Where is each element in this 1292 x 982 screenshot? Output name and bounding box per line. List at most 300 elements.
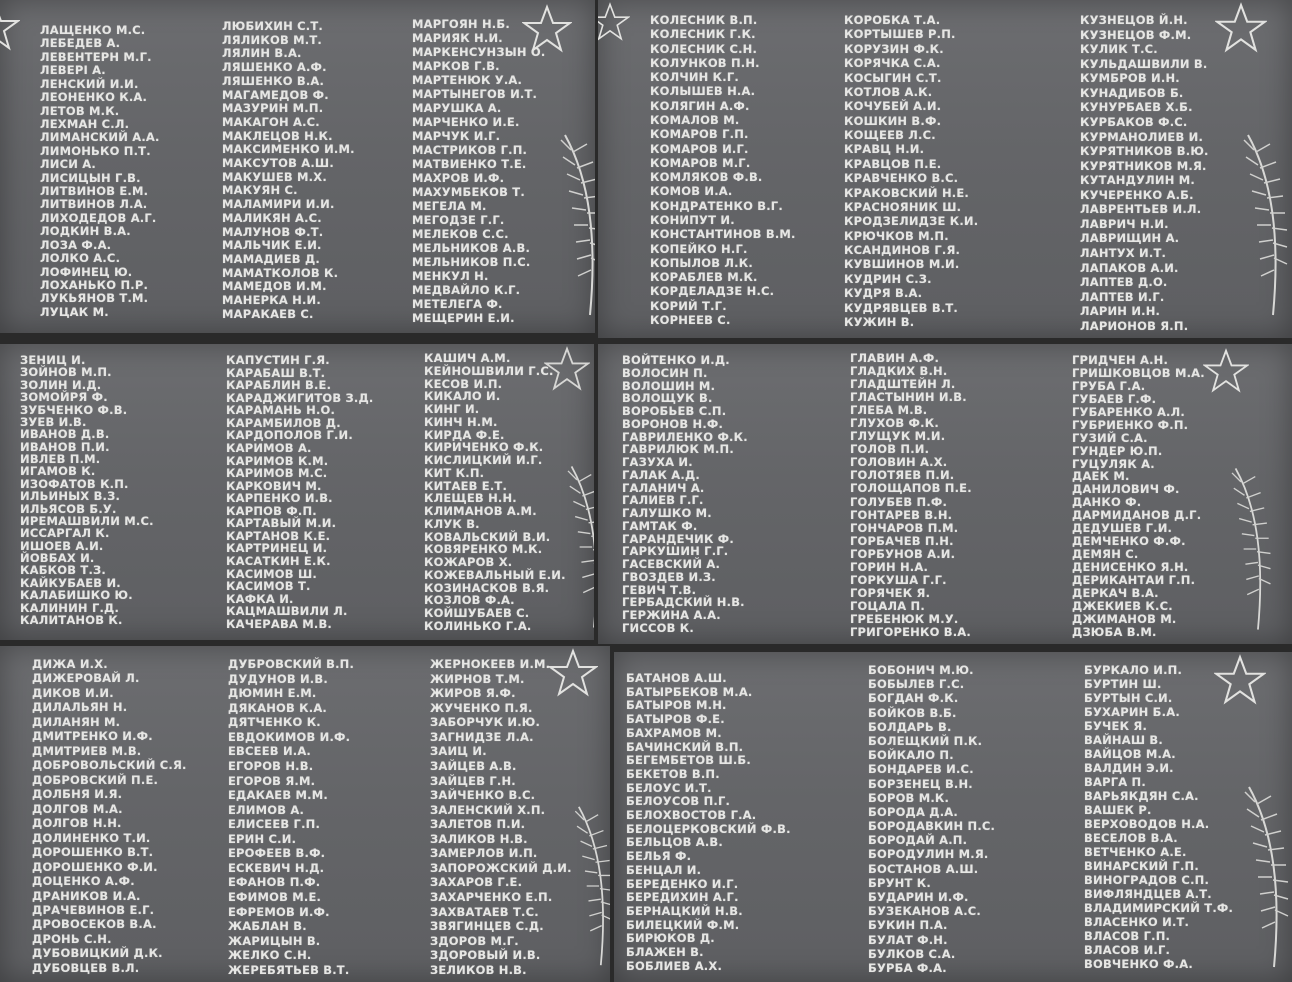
engraved-name: ЛИСИ А. [40,157,96,172]
engraved-name: ДАНИЛОВИЧ Ф. [1072,482,1180,497]
engraved-name: ЕДАКАЕВ М.М. [228,788,328,803]
engraved-name: КОПЕЙКО Н.Г. [650,241,748,256]
engraved-name: КАРАБАШ В.Т. [226,365,326,380]
engraved-name: КОЗИНАСКОВ В.Я. [424,580,550,595]
engraved-name: ГУЗИЙ С.А. [1072,430,1148,445]
engraved-name: КАРИМОВ К.М. [226,453,329,468]
engraved-name: КОЛЫШЕВ Н.А. [650,84,756,99]
names-column [228,658,354,976]
engraved-name: КЛУК В. [424,516,480,531]
engraved-name: МАЗУРИН М.П. [222,101,324,116]
engraved-name: КОЛЕСНИК Г.К. [650,27,756,42]
engraved-name: ИССАРГАЛ К. [20,526,110,541]
engraved-name: ВАРГА П. [1084,775,1146,789]
engraved-name: ЗУЕВ И.В. [20,414,87,429]
engraved-name: ГВОЗДЕВ И.З. [622,569,716,584]
laurel-branch-icon [1239,782,1289,972]
engraved-name: КРОДЗЕЛИДЗЕ К.И. [844,214,979,229]
engraved-name: ВАЙЦОВ М.А. [1084,747,1176,761]
engraved-name: ГУНДЕР Ю.П. [1072,443,1163,458]
names-column [222,20,355,320]
engraved-name: ГАЛАК А.Д. [622,467,700,482]
engraved-name: ГАВРИЛЮК М.П. [622,442,734,457]
engraved-name: МАРКОВ Г.В. [412,59,500,73]
engraved-name: ВИНАРСКИЙ Г.П. [1084,859,1199,873]
engraved-name: КУРЯТНИКОВ М.Я. [1080,158,1207,173]
engraved-name: КУМБРОВ И.Н. [1080,71,1180,86]
engraved-name: БОРОВ М.К. [868,790,950,805]
engraved-name: БАТЫРОВ Ф.Е. [626,712,725,727]
engraved-name: БЕЛЬЯ Ф. [626,849,692,864]
engraved-name: ИВАНОВ П.И. [20,439,110,454]
engraved-name: КУНАДИБОВ Б. [1080,85,1184,100]
engraved-name: КЛЕЩЕВ Н.Н. [424,491,517,506]
engraved-name: КОТЛОВ А.К. [844,84,933,99]
engraved-name: БУРБА Ф.А. [868,960,947,975]
engraved-name: ЛЯЛИКОВ М.Т. [222,32,322,47]
engraved-name: ДЖИМАНОВ М. [1072,611,1177,626]
engraved-name: ГАСЕВСКИЙ А. [622,557,721,571]
engraved-name: БИРЮКОВ Д. [626,931,715,946]
engraved-name: ЕГОРОВ Н.В. [228,758,314,773]
engraved-name: КАСИМОВ Т. [226,579,311,594]
engraved-name: ЛАВРЕНТЬЕВ И.Л. [1080,202,1202,217]
engraved-name: ЛЯШЕНКО А.Ф. [222,60,327,75]
engraved-name: ГЛУХОВ Ф.К. [850,416,939,431]
star-icon [598,2,630,42]
engraved-name: ВЛАСОВ Г.П. [1084,929,1171,943]
engraved-name: ДЯКАНОВ К.А. [228,700,328,715]
engraved-name: ИЗОФАТОВ К.П. [20,476,129,491]
engraved-name: ЛИХОДЕДОВ А.Г. [40,210,157,225]
engraved-name: КОВАЛЬСКИЙ В.И. [424,529,551,544]
engraved-name: КОМАРОВ Г.П. [650,127,749,142]
engraved-name: ЕФАНОВ П.Ф. [228,875,321,890]
engraved-name: ГОРКУША Г.Г. [850,572,947,587]
engraved-name: ГРИШКОВЦОВ М.А. [1072,365,1205,380]
engraved-name: БЕЛОЦЕРКОВСКИЙ Ф.В. [626,821,791,836]
engraved-name: КОЖЕВАЛЬНЫЙ Е.И. [424,567,566,582]
engraved-name: ГОРБАЧЕВ П.Н. [850,533,954,548]
engraved-name: МЕГЕЛА М. [412,199,487,213]
engraved-name: ЛУКЬЯНОВ Т.М. [40,291,149,306]
names-column [430,658,572,976]
engraved-name: ЖЕРНОКЕЕВ И.М. [430,657,551,671]
names-column [40,24,160,318]
memorial-plaque [0,646,610,982]
laurel-branch-icon [555,130,595,320]
engraved-name: ЗУБЧЕНКО Ф.В. [20,402,128,417]
engraved-name: МАРЧЕНКО И.Е. [412,115,520,129]
engraved-name: ДИЖЕРОВАЙ Л. [32,671,140,686]
engraved-name: ДУБРОВСКИЙ В.П. [228,657,355,671]
engraved-name: КОЩЕЕВ Л.С. [844,128,936,142]
engraved-name: ЗАПОРОЖСКИЙ Д.И. [430,860,572,875]
engraved-name: ЖИРОВ Я.Ф. [430,686,516,701]
engraved-name: МАКУЯН С. [222,183,298,198]
engraved-name: МАЛЬЧИК Е.И. [222,238,322,253]
engraved-name: ГЕВИЧ Т.В. [622,582,697,597]
engraved-name: БУЗЕКАНОВ А.С. [868,904,982,919]
engraved-name: ЗАМЕРЛОВ И.П. [430,846,538,861]
engraved-name: КОМЛЯКОВ Ф.В. [650,170,763,185]
engraved-name: ЖЕЛКО С.Н. [228,948,312,963]
engraved-name: КОРУЗИН Ф.К. [844,41,944,56]
engraved-name: БЕГЕМБЕТОВ Ш.Б. [626,753,751,768]
engraved-name: БЕЛОХВОСТОВ Г.А. [626,808,757,823]
engraved-name: ВОВЧЕНКО Ф.А. [1084,957,1193,971]
engraved-name: ГАЗУХА И. [622,455,693,469]
engraved-name: МЕЩЕРИН Е.И. [412,311,515,325]
engraved-name: ЛЕТОВ М.К. [40,103,120,118]
engraved-name: КОЖАРОВ Х. [424,555,513,569]
engraved-name: ДАНКО Ф. [1072,495,1142,510]
engraved-name: МАРУШКА А. [412,101,502,115]
engraved-name: ЕВСЕЕВ И.А. [228,744,312,759]
engraved-name: ЗДОРОВ М.Г. [430,933,519,948]
engraved-name: КУДРЯ В.А. [844,286,923,301]
engraved-name: ЕРОФЕЕВ В.Ф. [228,846,326,861]
engraved-name: МАСТРИКОВ Г.П. [412,143,528,157]
engraved-name: ГИССОВ К. [622,620,694,635]
engraved-name: КОНСТАНТИНОВ В.М. [650,227,796,242]
star-icon [1203,348,1249,394]
engraved-name: ЛАПАКОВ А.И. [1080,260,1179,275]
engraved-name: КОШКИН В.Ф. [844,113,942,128]
engraved-name: КАРИМОВ М.С. [226,466,328,481]
engraved-name: ЗАЛЕТОВ П.И. [430,817,526,832]
engraved-name: ГЛЕБА М.В. [850,403,928,418]
engraved-name: БЕРЕДЕНКО И.Г. [626,876,739,891]
memorial-plaque [598,0,1292,338]
engraved-name: БУКИН П.А. [868,918,948,933]
engraved-name: БЕЛЬЦОВ А.В. [626,835,723,850]
engraved-name: БОГДАН Ф.К. [868,691,959,706]
engraved-name: КУДРИН С.З. [844,271,932,286]
engraved-name: КУНУРБАЕВ Х.Б. [1080,100,1193,115]
engraved-name: МАЛУНОВ Ф.Т. [222,224,324,239]
engraved-name: МАКАГОН А.С. [222,114,320,129]
engraved-name: ЕЛИСЕЕВ Г.П. [228,817,321,832]
engraved-name: ВАШЕК Р. [1084,803,1152,817]
engraved-name: ЛИТВИНОВ Л.А. [40,197,148,212]
names-column [226,354,373,630]
engraved-name: ЛИТВИНОВ Е.М. [40,184,149,199]
engraved-name: ГОНТАРЕВ В.Н. [850,507,953,522]
engraved-name: КОЗЛОВ Ф.А. [424,593,515,608]
engraved-name: ИВАНОВ Д.В. [20,427,110,442]
engraved-name: КАШИЧ А.М. [424,351,511,365]
engraved-name: ГОЛУБЕВ П.Ф. [850,494,948,509]
engraved-name: БОЛДАРЬ В. [868,719,952,734]
engraved-name: ГОРЯЧЕК Я. [850,585,931,600]
engraved-name: ЛЕНСКИЙ И.И. [40,76,139,91]
engraved-name: ЕГОРОВ Я.М. [228,773,316,788]
engraved-name: ЖАРИЦЫН В. [228,933,321,948]
engraved-name: КАПУСТИН Г.Я. [226,353,330,367]
engraved-name: КИСЛИЦКИЙ И.Г. [424,453,543,467]
engraved-name: МАТВИЕНКО Т.Е. [412,157,527,171]
engraved-name: КОНДРАТЕНКО В.Г. [650,198,783,213]
engraved-name: БОСТАНОВ А.Ш. [868,861,979,876]
engraved-name: ВОЛОЩУК В. [622,391,713,406]
engraved-name: КРАСНОЯНИК Ш. [844,199,962,214]
engraved-name: ВЛАСЕНКО И.Т. [1084,915,1190,929]
engraved-name: ЛАРИОНОВ Я.П. [1080,318,1189,333]
names-column [1080,14,1209,332]
engraved-name: КАЛИТАНОВ К. [20,612,123,627]
engraved-name: ЖИРНОВ Т.М. [430,671,525,686]
engraved-name: ДМИТРЕНКО И.Ф. [32,729,153,744]
engraved-name: БУЛКОВ С.А. [868,946,956,961]
engraved-name: МАРТЫНЕГОВ И.Т. [412,87,538,101]
engraved-name: КАРКОВИЧ М. [226,478,322,493]
engraved-name: БОРОДАВКИН П.С. [868,819,996,834]
engraved-name: МАКУШЕВ М.Х. [222,169,327,184]
engraved-name: ДЕМЯН С. [1072,547,1139,562]
engraved-name: ЖУЧЕНКО П.Я. [430,700,533,715]
engraved-name: МАМЕДОВ И.М. [222,279,327,294]
engraved-name: ДОЛГОВ М.А. [32,801,123,816]
engraved-name: БЕНЦАЛ И. [626,862,702,877]
names-column [650,14,796,326]
engraved-name: ДРОВОСЕКОВ В.А. [32,917,157,932]
memorial-plaque [614,652,1292,982]
names-column [844,14,978,328]
engraved-name: ГОРБУНОВ А.И. [850,546,956,561]
engraved-name: ДОЛБНЯ И.Я. [32,787,123,802]
engraved-name: ВОЛОШИН М. [622,378,716,393]
engraved-name: МАРТЕНЮК У.А. [412,73,523,87]
engraved-name: ДЕРКАЧ В.А. [1072,585,1159,600]
engraved-name: ГУБРИЕНКО Ф.П. [1072,417,1189,432]
engraved-name: ЗАГНИДЗЕ Л.А. [430,729,534,744]
memorial-plaque [0,344,594,640]
engraved-name: КАРАДЖИГИТОВ З.Д. [226,390,374,405]
memorial-plaque [598,344,1292,644]
engraved-name: КОЛЕСНИК С.Н. [650,41,758,56]
star-icon [0,2,20,52]
engraved-name: ГЕРБАДСКИЙ Н.В. [622,595,745,610]
engraved-name: ЗАИЦ И. [430,744,487,759]
engraved-name: ЛУЦАК М. [40,304,109,319]
engraved-name: КИРИЧЕНКО Ф.К. [424,440,544,455]
engraved-name: МАКСИМЕНКО И.М. [222,142,355,157]
engraved-name: ГЛАДКИХ В.Н. [850,364,948,379]
names-column [1072,354,1205,638]
engraved-name: ГОРИН Н.А. [850,559,929,574]
engraved-name: КСАНДИНОВ Г.Я. [844,243,961,257]
engraved-name: БОБЛИЕВ А.Х. [626,958,723,973]
engraved-name: КЛИМАНОВ А.М. [424,504,537,518]
engraved-name: КРАВЧЕНКО В.С. [844,171,959,186]
engraved-name: КУЗНЕЦОВ Ф.М. [1080,27,1192,42]
engraved-name: ГРЕБЕНЮК М.У. [850,611,959,626]
engraved-name: КИТ К.П. [424,465,485,480]
engraved-name: ДЕДУШЕВ Г.И. [1072,521,1173,536]
engraved-name: ГЛАВИН А.Ф. [850,351,940,365]
engraved-name: БУДАРИН И.Ф. [868,890,969,904]
engraved-name: ЙОВБАХ И. [20,551,95,565]
engraved-name: КАСАТКИН Е.К. [226,554,331,568]
engraved-name: КИРДА Ф.Е. [424,427,505,442]
engraved-name: ГУБАРЕНКО А.Л. [1072,404,1185,419]
engraved-name: КАРИМОВ А. [226,440,312,455]
engraved-name: ДОБРОВОЛЬСКИЙ С.Я. [32,758,187,773]
engraved-name: БОРОДА Д.А. [868,804,958,819]
engraved-name: КОЛИНЬКО Г.А. [424,618,532,633]
engraved-name: БОНДАРЕВ И.С. [868,762,974,777]
engraved-name: ГУБАЕВ Г.Ф. [1072,391,1157,406]
engraved-name: МАКСУТОВ А.Ш. [222,156,334,171]
engraved-name: БУРКАЛО И.П. [1084,663,1183,677]
engraved-name: КОРНЕЕВ С. [650,312,731,327]
engraved-name: КУЖИН В. [844,314,915,329]
engraved-name: ЗЕЛИКОВ Н.В. [430,962,527,977]
engraved-name: КУЗНЕЦОВ Й.Н. [1080,13,1188,27]
names-column [626,672,791,972]
engraved-name: БОЙКАЛО П. [868,748,954,763]
engraved-name: КЕСОВ И.П. [424,376,503,391]
engraved-name: ЛАВРИЧ Н.И. [1080,216,1169,231]
engraved-name: КЕЙНОШВИЛИ Г.С. [424,363,554,378]
engraved-name: МАРАКАЕВ С. [222,306,314,321]
engraved-name: МАРКЕНСУНЗЫН О. [412,45,546,59]
engraved-name: БЕЛОУС И.Т. [626,780,712,795]
engraved-name: БУЧЕК Я. [1084,719,1148,733]
engraved-name: ИШОЕВ А.И. [20,538,104,553]
names-column [622,354,748,634]
engraved-name: КУТАНДУЛИН М. [1080,173,1195,188]
engraved-name: ДЕМЧЕНКО Ф.Ф. [1072,534,1186,549]
engraved-name: ГОЦАЛА П. [850,598,925,613]
engraved-name: ВИФЛЯНДЦЕВ А.Т. [1084,887,1212,901]
engraved-name: ГАЛИЕВ Г.Г. [622,493,704,508]
engraved-name: ИЛЬИНЫХ В.З. [20,489,121,504]
engraved-name: КАЛАБИШКО Ю. [20,588,133,603]
engraved-name: ИГАМОВ К. [20,464,96,479]
engraved-name: КОСЫГИН С.Т. [844,70,942,85]
engraved-name: ДАЕК М. [1072,469,1130,484]
engraved-name: КОМОВ И.А. [650,184,733,199]
engraved-name: ДМИТРИЕВ М.В. [32,743,142,758]
engraved-name: МЕЛЬНИКОВ П.С. [412,255,531,269]
laurel-branch-icon [1238,130,1288,320]
engraved-name: ВЕТЧЕНКО А.Е. [1084,845,1187,859]
engraved-name: ГУЦУЛЯК А. [1072,456,1155,471]
engraved-name: МЕДВАЙЛО К.Г. [412,283,521,297]
engraved-name: МЕЛЕКОВ С.С. [412,227,509,241]
engraved-name: КАРТАНОВ К.Е. [226,528,331,543]
engraved-name: ВАРЬЯКДЯН С.А. [1084,789,1199,803]
engraved-name: ЗАЙЦЕВ Г.Н. [430,773,516,788]
engraved-name: ЛАВРИЩИН А. [1080,231,1180,246]
engraved-name: ЛАЩЕНКО М.С. [40,23,146,37]
engraved-name: БАТАНОВ А.Ш. [626,671,727,685]
engraved-name: БАЧИНСКИЙ В.П. [626,739,744,754]
engraved-name: ЛЯЛИН В.А. [222,46,302,61]
names-column [424,352,566,632]
engraved-name: МАНЕРКА Н.И. [222,293,321,308]
engraved-name: БРУНТ К. [868,875,931,890]
engraved-name: КОРОБКА Т.А. [844,13,941,27]
engraved-name: ЗАЙЧЕНКО В.С. [430,788,536,803]
engraved-name: ДУДУНОВ И.В. [228,671,328,686]
engraved-name: МАКЛЕЦОВ Н.К. [222,128,333,143]
engraved-name: ГЛАСТЫНИН И.В. [850,390,967,405]
engraved-name: ВОЛОСИН П. [622,365,708,380]
engraved-name: КАРАБЛИН В.Е. [226,378,332,393]
engraved-name: ЛЯШЕНКО В.А. [222,73,325,88]
engraved-name: КОЛУНКОВ П.Н. [650,55,760,70]
engraved-name: ЕФИМОВ М.Е. [228,890,322,904]
engraved-name: КАЛИНИН Г.Д. [20,600,120,615]
engraved-name: ГЛУЩУК М.И. [850,429,946,444]
engraved-name: БОРОДУЛИН М.Я. [868,847,989,862]
star-icon [1215,2,1267,54]
engraved-name: КОВЯРЕНКО М.К. [424,542,543,557]
engraved-name: КАЧЕРАВА М.В. [226,616,332,631]
engraved-name: ДРОНЬ С.Н. [32,931,112,946]
engraved-name: МАХУМБЕКОВ Т. [412,185,525,199]
engraved-name: ГОЛОВИН А.Х. [850,455,948,470]
engraved-name: ЛАРИН И.Н. [1080,304,1161,319]
engraved-name: ДУБОВИЦКИЙ Д.К. [32,946,163,961]
engraved-name: ЛЕХМАН С.Л. [40,116,130,131]
engraved-name: ВАЛДИН Э.И. [1084,761,1174,775]
engraved-name: ИЛЬЯСОВ Б.У. [20,501,117,516]
engraved-name: КАРТАВЫЙ М.И. [226,516,337,531]
engraved-name: КАРДОПОЛОВ Г.И. [226,428,353,443]
engraved-name: ЗАХАРЧЕНКО Е.П. [430,890,553,904]
engraved-name: БУРТЫН С.И. [1084,691,1173,705]
engraved-name: КОЧУБЕЙ А.И. [844,99,942,114]
engraved-name: БЕКЕТОВ В.П. [626,766,720,781]
engraved-name: ЛЮБИХИН С.Т. [222,19,323,33]
engraved-name: ЛЕВЕРІ А. [40,63,106,78]
engraved-name: КАФКА И. [226,591,294,606]
engraved-name: ВЕСЕЛОВ В.А. [1084,831,1178,845]
engraved-name: КАСИМОВ Ш. [226,566,317,581]
engraved-name: ГАРКУШИН Г.Г. [622,544,729,559]
engraved-name: ДОРОШЕНКО В.Т. [32,845,154,860]
engraved-name: БУХАРИН Б.А. [1084,705,1180,719]
engraved-name: ЕСКЕВИЧ Н.Д. [228,860,325,875]
engraved-name: ДОБРОВСКИЙ П.Е. [32,772,159,787]
engraved-name: ВОРОНОВ Н.Ф. [622,416,724,431]
memorial-plaque [0,0,595,333]
engraved-name: МЕНКУЛ Н. [412,269,489,283]
engraved-name: МЕТЕЛЕГА Ф. [412,297,503,311]
engraved-name: КОПЫЛОВ Л.К. [650,255,753,270]
engraved-name: ЗАХАРОВ Г.Е. [430,875,523,890]
engraved-name: ЗОЙНОВ М.П. [20,365,112,380]
engraved-name: БИЛЕЦКИЙ Ф.М. [626,917,740,932]
engraved-name: КУЧЕРЕНКО А.Б. [1080,187,1194,202]
engraved-name: ГАРАНДЕЧИК Ф. [622,531,734,546]
engraved-name: ЛАНТУХ И.Т. [1080,246,1167,260]
engraved-name: ЛЕВЕНТЕРН М.Г. [40,49,152,64]
engraved-name: ЕФРЕМОВ И.Ф. [228,904,330,919]
engraved-name: БОБОНИЧ М.Ю. [868,663,974,677]
engraved-name: ВЕРХОВОДОВ Н.А. [1084,817,1210,831]
engraved-name: ДАРМИДАНОВ Д.Г. [1072,508,1202,523]
engraved-name: КУРЯТНИКОВ В.Ю. [1080,144,1209,159]
engraved-name: КУРБАКОВ Ф.С. [1080,114,1188,129]
engraved-name: ЗАЛЕНСКИЙ Х.П. [430,802,546,817]
engraved-name: ЗВЯГИНЦЕВ С.Д. [430,919,544,934]
engraved-name: ИВЛЕВ П.М. [20,452,101,466]
